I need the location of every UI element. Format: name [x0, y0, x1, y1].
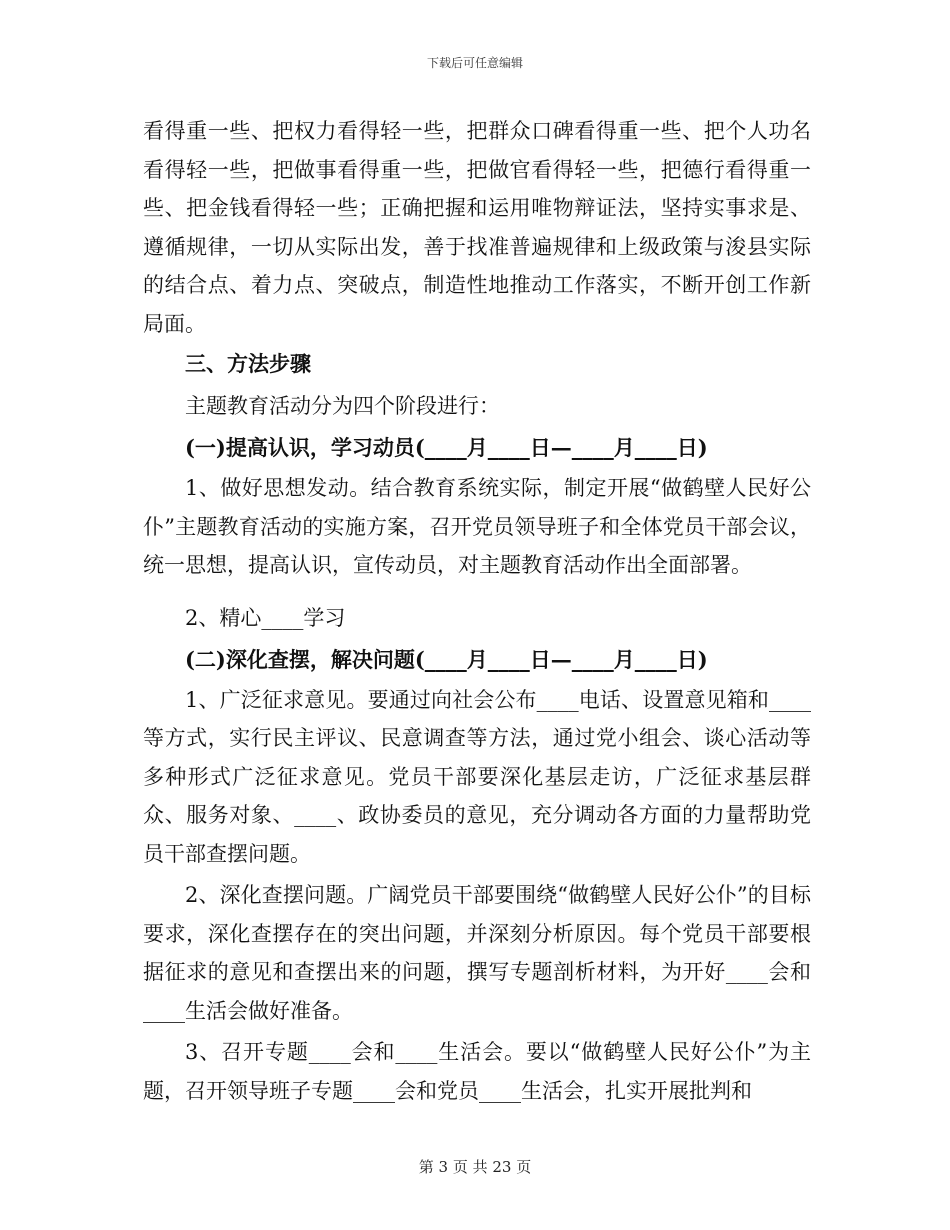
stages-intro: 主题教育活动分为四个阶段进行： — [185, 394, 500, 418]
paragraph-study: 2、精心____学习 — [185, 605, 346, 630]
paragraph-solicit-opinions: 1、广泛征求意见。要通过向社会公布____电话、设置意见箱和____等方式，实行民主评议、民意调查等方法，通过党小组会、谈心活动等多种形式广泛征求意见。党员干部要深化基层走访，广泛征求基层群众、服务对象、____、政协委员的意见，充分调动各方面的力量帮助党员干部查摆问题。 — [143, 687, 811, 866]
paragraph-deepen-review: 2、深化查摆问题。广阔党员干部要围绕“做鹤壁人民好公仆”的目标要求，深化查摆存在的突出问题，并深刻分析原因。每个党员干部要根据征求的意见和查摆出来的问题，撰写专题剖析材料，为开好____会和____生活会做好准备。 — [143, 883, 811, 1023]
section-heading-methods: 三、方法步骤 — [185, 351, 311, 376]
paragraph-continuation: 看得重一些、把权力看得轻一些，把群众口碑看得重一些、把个人功名看得轻一些，把做事看得重一些，把做官看得轻一些，把德行看得重一些、把金钱看得轻一些；正确把握和运用唯物辩证法，坚持实事求是、遵循规律，一切从实际出发，善于找准普遍规律和上级政策与浚县实际的结合点、着力点、突破点，制造性地推动工作落实，不断开创工作新局面。 — [143, 119, 811, 336]
page-footer: 第 3 页 共 23 页 — [418, 1158, 532, 1176]
stage-two-heading: (二)深化查摆，解决问题(____月____日—____月____日) — [185, 646, 708, 672]
paragraph-mobilization: 1、做好思想发动。结合教育系统实际，制定开展“做鹤壁人民好公仆”主题教育活动的实施方案，召开党员领导班子和全体党员干部会议，统一思想，提高认识，宣传动员，对主题教育活动作出全面部署。 — [143, 476, 811, 577]
document-body — [143, 108, 811, 1110]
stage-one-heading: (一)提高认识，学习动员(____月____日—____月____日) — [185, 435, 708, 460]
paragraph-special-meeting: 3、召开专题____会和____生活会。要以“做鹤壁人民好公仆”为主题，召开领导班子专题____会和党员____生活会，扎实开展批判和 — [143, 1040, 811, 1103]
page-header: 下载后可任意编辑 — [426, 56, 523, 70]
